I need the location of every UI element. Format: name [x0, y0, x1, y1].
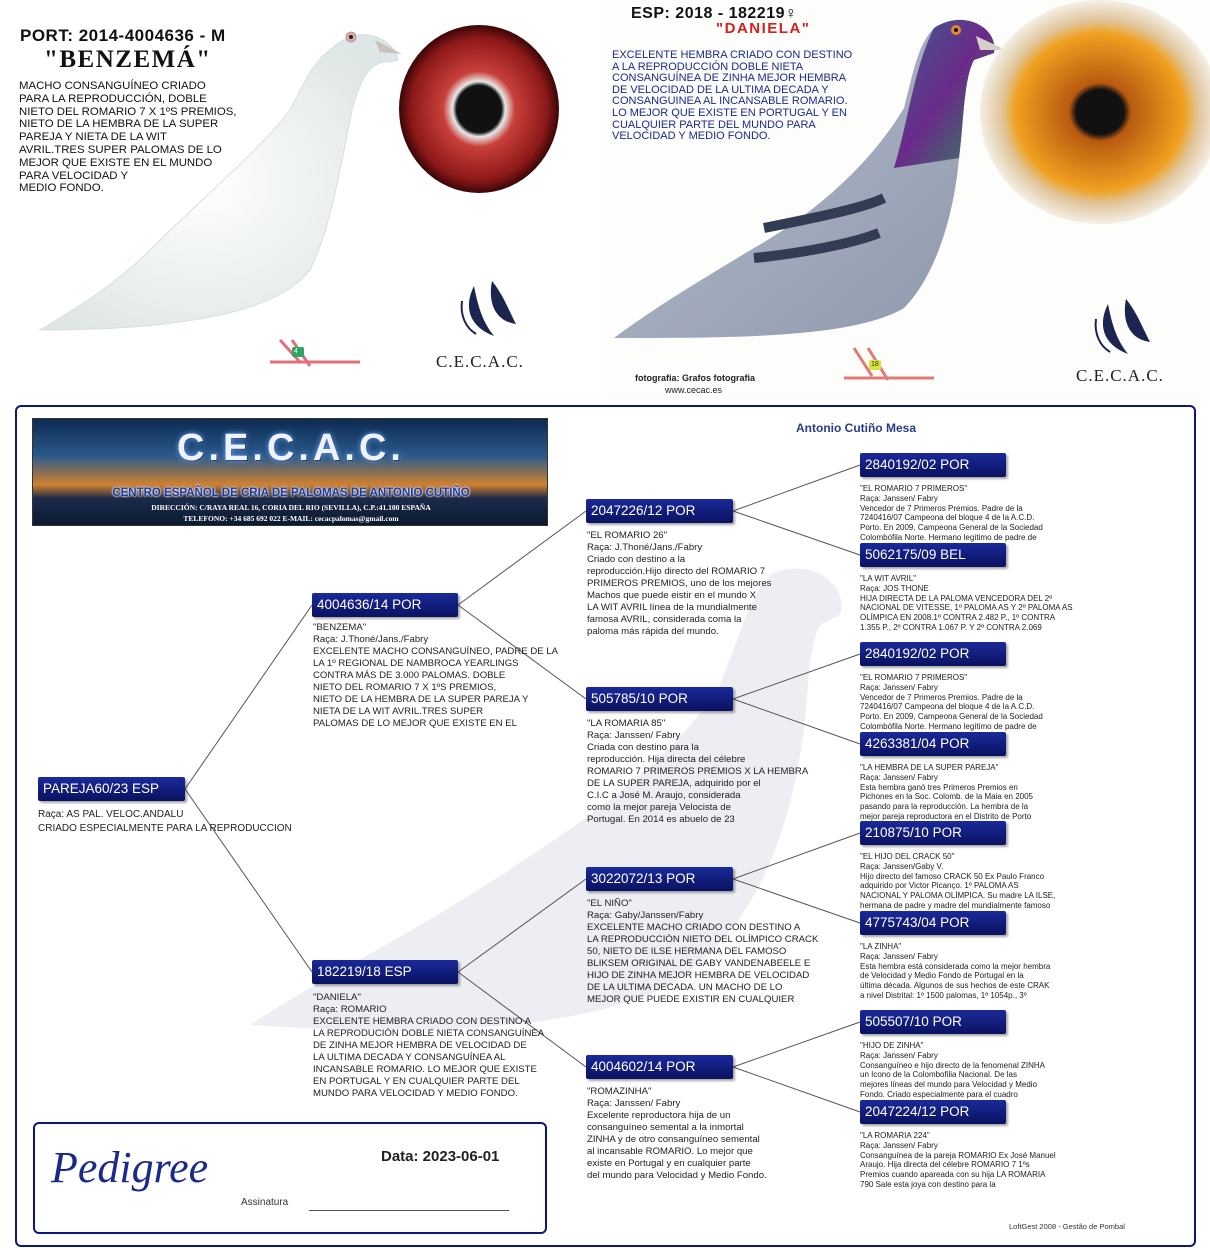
info-line: Raça: Janssen/ Fabry [860, 1050, 938, 1060]
info-line: pasando para la reproducción. La hembra de la [860, 802, 1029, 812]
ring-number-left: 4 [294, 348, 298, 355]
pedigree-date: Data: 2023-06-01 [381, 1148, 500, 1165]
info-line: "EL ROMARIO 7 PRIMEROS" [860, 673, 968, 682]
description-line: CONSANGUINEA AL INCANSABLE ROMARIO. [612, 95, 848, 108]
info-line: "LA ROMARIA 224" [860, 1131, 930, 1140]
info-line: Raça: Janssen/ Fabry [587, 730, 681, 741]
info-line: "HIJO DE ZINHA" [860, 1041, 924, 1050]
info-line: DE LA ULTIMA DECADA. UN MACHO DE LO [587, 982, 783, 993]
info-line: a nivel Distrital: 1º 1500 palomas, 1º 1054p., 3º [860, 990, 1027, 1000]
info-line: mejores líneas del mundo para Velocidad y Medio [860, 1080, 1037, 1090]
description-line: MACHO CONSANGUÍNEO CRIADO [19, 80, 206, 92]
cecac-logo-text-right: C.E.C.A.C. [1076, 366, 1164, 385]
info-line: CRIADO ESPECIALMENTE PARA LA REPRODUCCION [38, 823, 292, 834]
pigeon-info-dsd [860, 942, 1100, 1001]
pigeon-box-sire[interactable]: 4004636/14 POR [312, 593, 458, 617]
info-line: NIETO DE LA HEMBRA DE LA SUPER PAREJA Y [313, 694, 529, 705]
description-line: VELOCIDAD Y MEDIO FONDO. [612, 130, 771, 143]
info-line: Esta hembra está considerada como la mejor hembra [860, 961, 1051, 971]
info-line: Consanguínea de la pareja ROMARIO Ex José Manuel [860, 1150, 1056, 1160]
info-line: Porto. En 2009, Campeona General de la Sociedad [860, 523, 1043, 533]
info-line: ZINHA y de otro consanguíneo semental [587, 1134, 760, 1145]
info-line: última década. Algunos de sus hechos de este CRAK [860, 981, 1050, 991]
info-line: 790 Sale esta joya con destino para la [860, 1179, 996, 1189]
info-line: INCANSABLE ROMARIO. LO MEJOR QUE EXISTE [313, 1064, 537, 1075]
info-line: reproducción.Hijo directo del ROMARIO 7 [587, 566, 766, 577]
info-line: Raça: Janssen/ Fabry [587, 1098, 681, 1109]
info-line: Raça: J.Thoné/Jans./Fabry [313, 634, 429, 645]
description-line: NIETO DE LA HEMBRA DE LA SUPER [19, 118, 219, 131]
description-line: PARA LA REPRODUCCIÓN, DOBLE [19, 92, 207, 105]
info-line: 7240416/07 Campeona del bloque 4 de la A.C.D. [860, 702, 1035, 712]
pigeon-box-sire-sire[interactable]: 2047226/12 POR [586, 499, 733, 523]
ring-number-right: 18 [871, 361, 879, 368]
description-line: PAREJA Y NIETA DE LA WIT [19, 131, 167, 144]
info-line: Raça: Janssen/ Fabry [860, 951, 938, 961]
info-line: "LA ZINHA" [860, 942, 902, 951]
info-line: de Velocidad y Medio Fondo de Portugal en la [860, 971, 1024, 981]
pigeon-box-sire-dam[interactable]: 505785/10 POR [586, 687, 733, 711]
pigeon-info-sdd [860, 763, 1100, 822]
info-line: OLÍMPICA EN 2008.1º CONTRA 2.482 P., 1º CONTRA [860, 613, 1056, 623]
info-line: famosa AVRIL, considerada coma la [587, 614, 742, 625]
pigeon-box-sdd[interactable]: 4263381/04 POR [860, 732, 1006, 756]
photo-name-left: "BENZEMÁ" [44, 46, 212, 73]
info-line: "EL ROMARIO 7 PRIMEROS" [860, 484, 968, 493]
description-line: EXCELENTE HEMBRA CRIADO CON DESTINO [612, 49, 853, 61]
info-line: NACIONAL DE VITESSE, 1º PALOMA AS Y 2º PALOMA AS [860, 603, 1073, 613]
info-line: Raça: Janssen/ Fabry [860, 1140, 938, 1150]
pigeon-box-dds[interactable]: 505507/10 POR [860, 1010, 1006, 1034]
info-line: Colombófila Norte. Hermano legítimo de padre de [860, 721, 1037, 731]
info-line: LA REPRODUCCIÓN NIETO DEL OLÍMPICO CRACK [587, 934, 819, 945]
photo-name-right: "DANIELA" [716, 20, 811, 37]
info-line: C.I.C a José M. Araujo, considerada [587, 790, 741, 801]
info-line: NIETO DEL ROMARIO 7 X 1ºS PREMIOS, [313, 682, 497, 693]
pigeon-info-ddd [860, 1131, 1100, 1190]
photo-credit: fotografia: Grafos fotografia [635, 373, 756, 383]
info-line: EXCELENTE MACHO CONSANGUÍNEO, PADRE DE LA [313, 646, 559, 657]
description-line: CONSANGUÍNEA DE ZINHA MEJOR HEMBRA [612, 72, 847, 85]
info-line: 50, NIETO DE ILSE HERMANA DEL FAMOSO [587, 946, 787, 957]
pigeon-box-dam-sire[interactable]: 3022072/13 POR [586, 867, 733, 891]
pigeon-box-ssd[interactable]: 5062175/09 BEL [860, 543, 1006, 567]
info-line: Consanguíneo e hijo directo de la fenomenal ZINHA [860, 1060, 1045, 1070]
pigeon-info-dam-dam [587, 1086, 827, 1182]
info-line: hermana de padre y madre del mundialmente famoso [860, 900, 1051, 910]
pigeon-info-sds [860, 673, 1100, 732]
info-line: MEJOR QUE PUEDE EXISTIR EN CUALQUIER [587, 994, 795, 1005]
signature-line[interactable] [309, 1210, 509, 1211]
info-line: Colombófila Norte. Hermano legítimo de padre de [860, 532, 1037, 542]
pedigree-label: Pedigree [51, 1143, 209, 1192]
info-line: Esta hembra ganó tres Primeros Premios en [860, 782, 1018, 792]
info-line: Premios cuando apareada con su hija LA ROMARIA [860, 1170, 1046, 1180]
pigeon-box-dam[interactable]: 182219/18 ESP [312, 960, 458, 984]
info-line: LA WIT AVRIL línea de la mundialmente [587, 602, 757, 613]
pedigree-footer-box [33, 1122, 547, 1234]
pigeon-info-dam [313, 992, 563, 1100]
banner-subtitle: CENTRO ESPAÑOL DE CRIA DE PALOMAS DE ANTONIO CUTIÑO [112, 487, 470, 499]
description-line: DE VELOCIDAD DE LA ULTIMA DECADA Y [612, 83, 829, 96]
pigeon-box-subject[interactable]: PAREJA60/23 ESP [38, 777, 185, 801]
info-line: Raça: AS PAL. VELOC.ANDALU [38, 809, 184, 820]
info-line: Raça: Janssen/Gaby V. [860, 861, 944, 871]
info-line: mejor pareja reproductora en el Distrito de Porto [860, 811, 1032, 821]
info-line: Excelente reproductora hija de un [587, 1110, 731, 1121]
description-line: LO MEJOR QUE EXISTE EN PORTUGAL Y EN [612, 106, 847, 119]
info-line: LA 1º REGIONAL DE NAMBROCA YEARLINGS [313, 658, 519, 669]
info-line: existe en Portugal y en cualquier parte [587, 1158, 751, 1169]
info-line: DE ZINHA MEJOR HEMBRA DE VELOCIDAD DE [313, 1040, 527, 1051]
info-line: Vencedor de 7 Primeros Premios. Padre de la [860, 692, 1023, 702]
info-line: "EL NIÑO" [587, 898, 632, 909]
pigeon-box-dss[interactable]: 210875/10 POR [860, 821, 1006, 845]
pigeon-box-sss[interactable]: 2840192/02 POR [860, 453, 1006, 477]
info-line: DE LA SUPER PAREJA, adquirido por el [587, 778, 761, 789]
info-line: Raça: Janssen/ Fabry [860, 772, 938, 782]
info-line: adquirido por Victor Picanço. 1º PALOMA AS [860, 881, 1019, 891]
info-line: paloma más rápida del mundo. [587, 626, 719, 637]
pigeon-info-sss [860, 484, 1100, 543]
info-line: Fondo. Criado especialmente para el cuadro [860, 1089, 1018, 1099]
signature-label: Assinatura [241, 1197, 289, 1208]
info-line: CONTRA MÁS DE 3.000 PALOMAS. DOBLE [313, 670, 506, 681]
info-line: EN PORTUGAL Y EN CUALQUIER PARTE DEL [313, 1076, 520, 1087]
info-line: Criada con destino para la [587, 742, 699, 753]
info-line: HIJO DE ZINHA MEJOR HEMBRA DE VELOCIDAD [587, 970, 810, 981]
cecac-banner [32, 418, 548, 526]
info-line: un Icono de la Colombofilia Nacional. De las [860, 1070, 1017, 1080]
info-line: "LA HEMBRA DE LA SUPER PAREJA" [860, 763, 999, 772]
photo-title-right: ESP: 2018 - 182219♀ [631, 5, 798, 22]
description-line: A LA REPRODUCCIÓN DOBLE NIETA [612, 60, 804, 73]
info-line: Raça: ROMARIO [313, 1004, 387, 1015]
info-line: "DANIELA" [313, 992, 361, 1003]
info-line: Portugal. En 2014 es abuelo de 23 [587, 814, 735, 825]
info-line: Machos que puede eistir en el mundo X [587, 590, 757, 601]
info-line: al incansable ROMARIO. Lo mejor que [587, 1146, 753, 1157]
info-line: BLIKSEM ORIGINAL DE GABY VANDENABEELE E [587, 958, 811, 969]
pigeon-box-dsd[interactable]: 4775743/04 POR [860, 911, 1006, 935]
info-line: HIJA DIRECTA DE LA PALOMA VENCEDORA DEL 2º [860, 593, 1053, 603]
info-line: ROMARIO 7 PRIMEROS PREMIOS X LA HEMBRA [587, 766, 809, 777]
info-line: Raça: JOS THONE [860, 583, 929, 593]
info-line: "LA WIT AVRIL" [860, 574, 917, 583]
info-line: NIETA DE LA WIT AVRIL.TRES SUPER [313, 706, 484, 717]
banner-title: C.E.C.A.C. [177, 427, 405, 469]
description-line: MEJOR QUE EXISTE EN EL MUNDO [19, 156, 213, 169]
info-line: Criado con destino a la [587, 554, 686, 565]
info-line: Raça: J.Thoné/Jans./Fabry [587, 542, 703, 553]
description-line: NIETO DEL ROMARIO 7 X 1ºS PREMIOS, [19, 105, 237, 118]
pigeon-info-dam-sire [587, 898, 832, 1006]
info-line: como la mejor pareja Velocista de [587, 802, 731, 813]
pigeon-info-sire-sire [587, 530, 827, 638]
info-line: NACIONAL Y PALOMA OLÍMPICA. Su madre LA ILSE, [860, 891, 1056, 901]
info-line: Vencedor de 7 Primeros Premios. Padre de la [860, 503, 1023, 513]
info-line: reproducción. Hija directa del célebre [587, 754, 746, 765]
info-line: Hijo directo del famoso CRACK 50 Ex Paulo Franco [860, 871, 1045, 881]
info-line: "ROMAZINHA" [587, 1086, 652, 1097]
info-line: 1.355 P., 2º CONTRA 1.067 P. Y 2º CONTRA 2.069 [860, 622, 1042, 632]
photo-credit-url: www.cecac.es [665, 385, 723, 395]
info-line: Pichones en la Soc. Colomb. de la Maia en 2005 [860, 792, 1033, 802]
info-line: LA ULTIMA DECADA Y CONSANGUÍNEA AL [313, 1052, 506, 1063]
pigeon-box-ddd[interactable]: 2047224/12 POR [860, 1100, 1006, 1124]
software-credit: LoftGest 2008 - Gestão de Pombal [1009, 1222, 1125, 1231]
description-line: PARA VELOCIDAD Y [19, 169, 129, 182]
info-line: Raça: Gaby/Janssen/Fabry [587, 910, 704, 921]
pigeon-info-dds [860, 1041, 1100, 1100]
info-line: Raça: Janssen/ Fabry [860, 493, 938, 503]
pigeon-info-sire [313, 622, 563, 730]
description-line: MEDIO FONDO. [19, 182, 104, 195]
pigeon-info-dss [860, 852, 1100, 911]
pigeon-box-dam-dam[interactable]: 4004602/14 POR [586, 1055, 733, 1079]
info-line: "EL ROMARIO 26" [587, 530, 668, 541]
info-line: del mundo para Velocidad y Medio Fondo. [587, 1170, 767, 1181]
photo-title-left: PORT: 2014-4004636 - M [20, 26, 226, 45]
info-line: PRIMEROS PREMIOS, uno de los mejores [587, 578, 772, 589]
info-line: MUNDO PARA VELOCIDAD Y MEDIO FONDO. [313, 1088, 518, 1099]
info-line: LA REPRODUCIÓN DOBLE NIETA CONSANGUÍNEA [313, 1028, 545, 1039]
description-line: CUALQUIER PARTE DEL MUNDO PARA [612, 118, 816, 131]
banner-address: DIRECCIÓN: C/RAYA REAL 16, CORIA DEL RIO (SEVILLA), C.P.:41.100 ESPAÑA [151, 503, 431, 512]
description-line: AVRIL.TRES SUPER PALOMAS DE LO [19, 143, 222, 156]
banner-contact: TELEFONO: +34 685 692 022 E-MAIL: cecacpalomas@gmail.com [183, 514, 399, 523]
info-line: "EL HIJO DEL CRACK 50" [860, 852, 955, 861]
pigeon-info-subject [38, 808, 292, 836]
info-line: 7240416/07 Campeona del bloque 4 de la A.C.D. [860, 513, 1035, 523]
pigeon-box-sds[interactable]: 2840192/02 POR [860, 642, 1006, 666]
owner-name: Antonio Cutiño Mesa [796, 421, 916, 435]
info-line: "BENZEMA" [313, 622, 367, 633]
info-line: Raça: Janssen/ Fabry [860, 682, 938, 692]
info-line: EXCELENTE MACHO CRIADO CON DESTINO A [587, 922, 801, 933]
pigeon-info-ssd [860, 574, 1100, 633]
info-line: PALOMAS DE LO MEJOR QUE EXISTE EN EL [313, 718, 518, 729]
info-line: consanguíneo semental a la inmortal [587, 1122, 744, 1133]
info-line: EXCELENTE HEMBRA CRIADO CON DESTINO A [313, 1016, 532, 1027]
cecac-logo-text-left: C.E.C.A.C. [436, 352, 524, 371]
info-line: Araujo. Hija directa del célebre ROMARIO 7 1ºs [860, 1160, 1030, 1170]
info-line: "LA ROMARIA 85" [587, 718, 666, 729]
pigeon-info-sire-dam [587, 718, 827, 826]
info-line: Porto. En 2009, Campeona General de la Sociedad [860, 712, 1043, 722]
